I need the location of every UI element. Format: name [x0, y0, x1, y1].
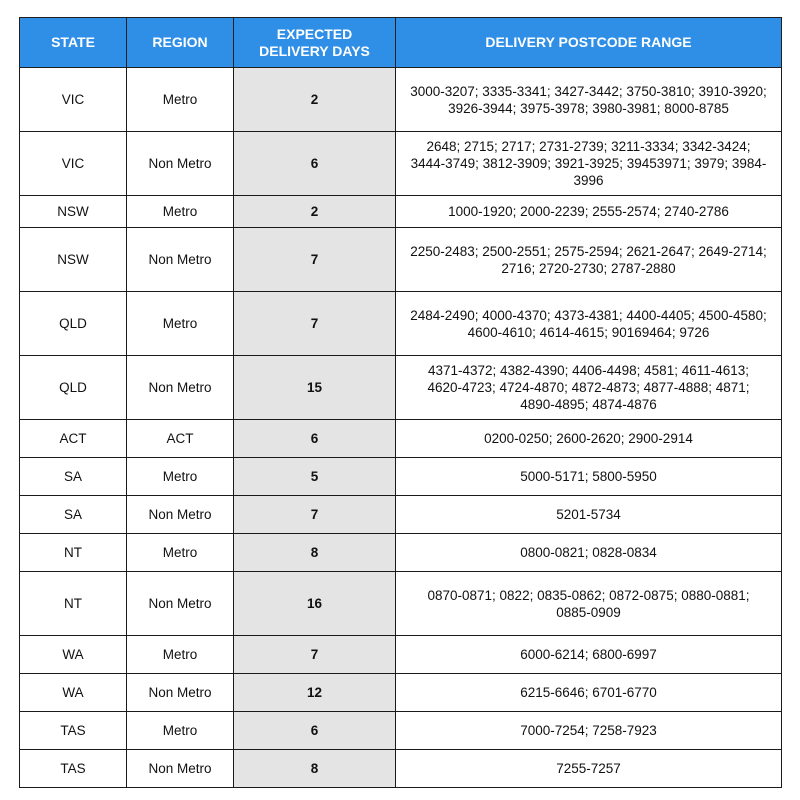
cell-days: 6: [234, 420, 396, 458]
cell-region: Metro: [127, 534, 234, 572]
table-row: [20, 712, 782, 750]
cell-state: QLD: [20, 356, 127, 420]
table-row: [20, 496, 782, 534]
cell-days: 16: [234, 572, 396, 636]
cell-days: 6: [234, 712, 396, 750]
table-row: [20, 674, 782, 712]
table-row: [20, 196, 782, 228]
cell-region: Metro: [127, 712, 234, 750]
cell-region: Non Metro: [127, 228, 234, 292]
table-row: [20, 292, 782, 356]
cell-region: Non Metro: [127, 356, 234, 420]
cell-region: Non Metro: [127, 496, 234, 534]
cell-postcode-range: 5201-5734: [396, 496, 782, 534]
cell-days: 7: [234, 636, 396, 674]
cell-region: Non Metro: [127, 132, 234, 196]
delivery-days-table: [19, 17, 782, 788]
cell-region: Metro: [127, 68, 234, 132]
cell-region: Metro: [127, 636, 234, 674]
cell-region: Non Metro: [127, 674, 234, 712]
header-region: REGION: [127, 18, 234, 68]
cell-postcode-range: 3000-3207; 3335-3341; 3427-3442; 3750-3810; 3910-3920; 3926-3944; 3975-3978; 3980-3981; 8000-8785: [396, 68, 782, 132]
cell-state: VIC: [20, 68, 127, 132]
cell-postcode-range: 0800-0821; 0828-0834: [396, 534, 782, 572]
table-row: [20, 534, 782, 572]
cell-days: 7: [234, 292, 396, 356]
cell-postcode-range: 1000-1920; 2000-2239; 2555-2574; 2740-2786: [396, 196, 782, 228]
cell-postcode-range: 7000-7254; 7258-7923: [396, 712, 782, 750]
cell-region: Non Metro: [127, 750, 234, 788]
cell-days: 12: [234, 674, 396, 712]
cell-state: WA: [20, 636, 127, 674]
cell-state: TAS: [20, 750, 127, 788]
cell-postcode-range: 2648; 2715; 2717; 2731-2739; 3211-3334; 3342-3424; 3444-3749; 3812-3909; 3921-3925; 39453971; 3979; 3984-3996: [396, 132, 782, 196]
table-row: [20, 572, 782, 636]
cell-state: WA: [20, 674, 127, 712]
table-row: [20, 458, 782, 496]
table-header-row: [20, 18, 782, 68]
table-row: [20, 132, 782, 196]
cell-postcode-range: 5000-5171; 5800-5950: [396, 458, 782, 496]
cell-state: SA: [20, 496, 127, 534]
header-expected-delivery-days: [234, 18, 396, 68]
cell-days: 5: [234, 458, 396, 496]
cell-postcode-range: 2250-2483; 2500-2551; 2575-2594; 2621-2647; 2649-2714; 2716; 2720-2730; 2787-2880: [396, 228, 782, 292]
cell-days: 8: [234, 534, 396, 572]
table-row: [20, 636, 782, 674]
header-days-line2: DELIVERY DAYS: [259, 42, 370, 59]
table-row: [20, 356, 782, 420]
cell-state: VIC: [20, 132, 127, 196]
cell-state: NT: [20, 534, 127, 572]
cell-region: Metro: [127, 458, 234, 496]
cell-days: 2: [234, 196, 396, 228]
cell-postcode-range: 4371-4372; 4382-4390; 4406-4498; 4581; 4611-4613; 4620-4723; 4724-4870; 4872-4873; 4877-4888; 4871; 4890-4895; 4874-4876: [396, 356, 782, 420]
table-row: [20, 68, 782, 132]
table-row: [20, 750, 782, 788]
cell-state: ACT: [20, 420, 127, 458]
cell-days: 7: [234, 496, 396, 534]
cell-postcode-range: 0200-0250; 2600-2620; 2900-2914: [396, 420, 782, 458]
cell-region: Non Metro: [127, 572, 234, 636]
cell-region: Metro: [127, 196, 234, 228]
table-row: [20, 420, 782, 458]
cell-days: 15: [234, 356, 396, 420]
cell-days: 6: [234, 132, 396, 196]
header-postcode-range: DELIVERY POSTCODE RANGE: [396, 18, 782, 68]
cell-postcode-range: 0870-0871; 0822; 0835-0862; 0872-0875; 0880-0881; 0885-0909: [396, 572, 782, 636]
cell-postcode-range: 6215-6646; 6701-6770: [396, 674, 782, 712]
cell-state: NSW: [20, 196, 127, 228]
header-days-line1: EXPECTED: [276, 25, 353, 42]
cell-postcode-range: 2484-2490; 4000-4370; 4373-4381; 4400-4405; 4500-4580; 4600-4610; 4614-4615; 90169464; 9726: [396, 292, 782, 356]
cell-days: 2: [234, 68, 396, 132]
cell-days: 8: [234, 750, 396, 788]
cell-postcode-range: 6000-6214; 6800-6997: [396, 636, 782, 674]
cell-state: TAS: [20, 712, 127, 750]
cell-state: NSW: [20, 228, 127, 292]
cell-state: SA: [20, 458, 127, 496]
cell-state: NT: [20, 572, 127, 636]
cell-region: Metro: [127, 292, 234, 356]
table-row: [20, 228, 782, 292]
cell-region: ACT: [127, 420, 234, 458]
delivery-table-container: [19, 17, 781, 788]
cell-postcode-range: 7255-7257: [396, 750, 782, 788]
header-state: STATE: [20, 18, 127, 68]
cell-state: QLD: [20, 292, 127, 356]
cell-days: 7: [234, 228, 396, 292]
